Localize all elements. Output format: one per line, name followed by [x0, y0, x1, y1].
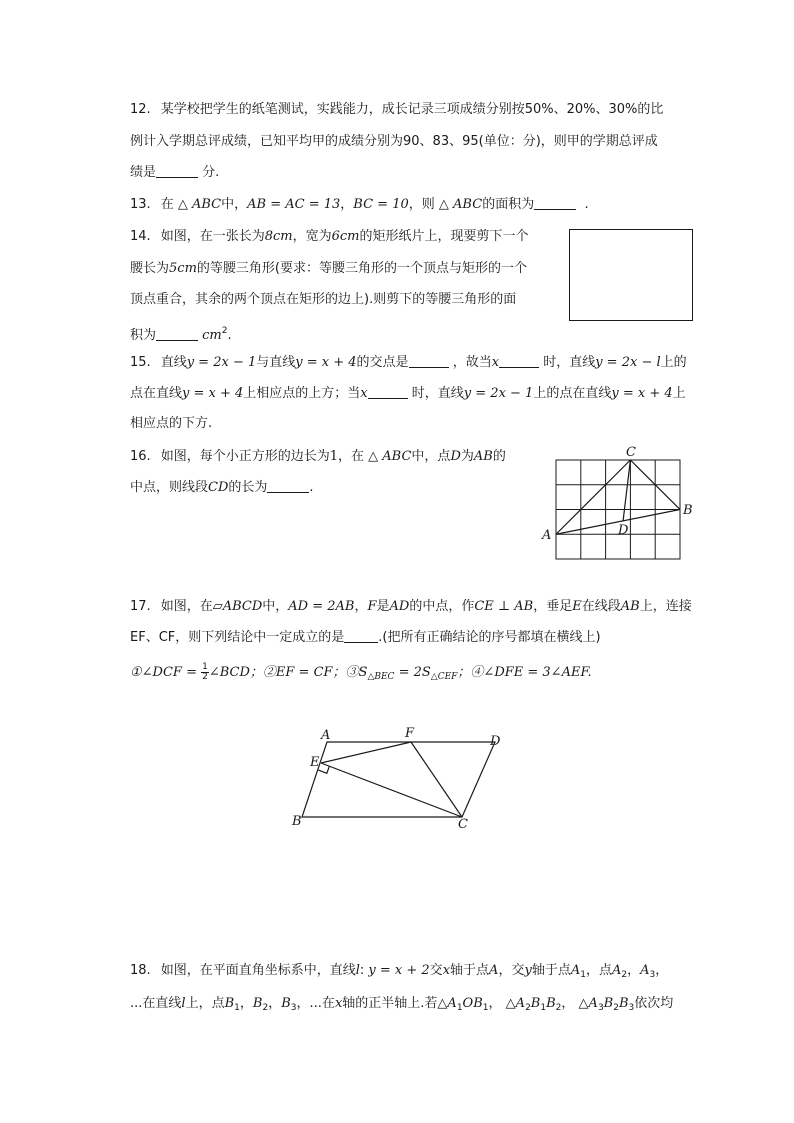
- q14-text-2a: 腰长为: [130, 261, 170, 276]
- q13-answer-blank[interactable]: [534, 195, 576, 210]
- fraction-numerator: 1: [202, 662, 208, 672]
- q14-leg: 5cm: [169, 261, 197, 276]
- q12-number: 12.: [130, 102, 151, 117]
- q13-number: 13.: [130, 197, 151, 212]
- q14-text-1c: 的矩形纸片上，现要剪下一个: [359, 229, 529, 244]
- sub-1: 1: [540, 1003, 547, 1013]
- q15-line2: [130, 384, 686, 404]
- q14-unit: cm: [202, 328, 222, 343]
- q14-answer-blank[interactable]: [156, 326, 198, 341]
- q17-text-a7: 在线段: [581, 599, 621, 614]
- q15-eq3: y = 2x − l: [595, 355, 661, 370]
- q17-stmt-3: = 2S: [394, 665, 431, 680]
- sub-3: 3: [290, 1003, 297, 1013]
- triangle-symbol: △: [438, 197, 449, 212]
- q18-l-2: l: [181, 996, 186, 1011]
- q18-x: x: [442, 963, 451, 978]
- q17-text-a1: 如图，在: [160, 599, 213, 614]
- q18-B1: B: [224, 996, 235, 1011]
- q15-answer-blank-3[interactable]: [368, 384, 408, 399]
- q18-A3: A: [640, 963, 650, 978]
- label-A: A: [542, 528, 552, 543]
- q17-answer-blank[interactable]: [344, 628, 378, 643]
- q17-sub-bec: △BEC: [367, 672, 395, 682]
- triangle-symbol: △: [177, 197, 188, 212]
- triangle-symbol: △: [368, 449, 379, 464]
- q18-text-b3c: ，: [296, 996, 310, 1011]
- q17-ab: AB: [620, 599, 640, 614]
- sub-3: 3: [628, 1003, 635, 1013]
- q18-number: 18.: [130, 963, 151, 978]
- q16-text-2c: .: [309, 480, 314, 495]
- triangle-symbol: △: [578, 996, 589, 1011]
- q15-x-2: x: [360, 386, 368, 401]
- sub-2: 2: [555, 1003, 562, 1013]
- q16-text-1c: 中，点: [411, 449, 451, 464]
- sub-2: 2: [613, 1003, 619, 1013]
- q16-text-2a: 中点，则线段: [130, 480, 209, 495]
- q14-line2: [130, 259, 527, 279]
- q16-abc: ABC: [382, 449, 412, 464]
- q18-t1-A: A: [447, 996, 457, 1011]
- q15-answer-blank-1[interactable]: [409, 353, 449, 368]
- q18-text-a4: 轴于点: [450, 963, 490, 978]
- q13-abc: ABC: [191, 197, 222, 212]
- parallelogram-ABCD: [302, 742, 495, 817]
- q18-text-b1: ...在直线: [130, 996, 182, 1011]
- q18-text-b3: ，: [239, 996, 253, 1011]
- q14-unit-exp: 2: [221, 326, 228, 336]
- q18-text-a5: ，交: [498, 963, 525, 978]
- q15-x: x: [491, 355, 500, 370]
- q18-text-a9: ，: [655, 963, 669, 978]
- q14-number: 14.: [130, 229, 151, 244]
- q17-text-a4: 是: [376, 599, 390, 614]
- q16-text-1d: 为: [460, 449, 474, 464]
- q16-text-1e: 的: [492, 449, 506, 464]
- q15-text-b4: 上的点在直线: [533, 386, 612, 401]
- q18-text-a3: 交: [429, 963, 443, 978]
- label-D: D: [618, 523, 629, 538]
- q16-text-2b: 的长为: [228, 480, 268, 495]
- label-B: B: [292, 814, 302, 829]
- q18-t2-B1: B: [530, 996, 541, 1011]
- q12-text-2: 例计入学期总评成绩，已知平均甲的成绩分别为90、83、95(单位：分)，则甲的学期总评成: [130, 134, 658, 149]
- label-F: F: [405, 726, 415, 741]
- q17-parallelogram-figure: [285, 722, 510, 832]
- q12-text-1: 某学校把学生的纸笔测试，实践能力，成长记录三项成绩分别按50%、20%、30%的比: [160, 102, 664, 117]
- q17-eq2: CE ⊥ AB: [474, 599, 534, 614]
- q15-eq1: y = 2x − 1: [186, 355, 257, 370]
- q16-one: 1: [329, 449, 338, 464]
- q17-e: E: [572, 599, 582, 614]
- q17-text-a2: 中，: [262, 599, 289, 614]
- q15-eq4: y = x + 4: [182, 386, 244, 401]
- q16-grid-figure: [540, 442, 693, 564]
- sub-1: 1: [482, 1003, 489, 1013]
- q14-line4: [130, 321, 232, 346]
- fraction-denominator: 2: [202, 672, 208, 682]
- q15-text-a3: 的交点是: [356, 355, 409, 370]
- q16-line1: [130, 447, 506, 467]
- q15-text-b3: 时，直线: [411, 386, 464, 401]
- q17-sub-cef: △CEF: [430, 672, 458, 682]
- q18-eq1: y = x + 2: [368, 963, 430, 978]
- q13-line: [130, 195, 589, 215]
- q15-text-a6: 上的: [660, 355, 687, 370]
- q18-A1: A: [570, 963, 581, 978]
- q17-text-a5: 的中点，作: [409, 599, 475, 614]
- q13-eq2: BC = 10: [353, 197, 409, 212]
- q15-text-a1: 直线: [160, 355, 187, 370]
- q17-line2: [130, 628, 601, 648]
- q12-answer-blank[interactable]: [156, 163, 198, 178]
- q17-text-b2: .(把所有正确结论的序号都填在横线上): [378, 630, 601, 645]
- q18-B3: B: [281, 996, 291, 1011]
- q15-eq5: y = 2x − 1: [463, 386, 534, 401]
- q14-text-4b: .: [227, 328, 232, 343]
- q12-text-3a: 绩是: [130, 165, 157, 180]
- q15-answer-blank-2[interactable]: [499, 353, 539, 368]
- q15-text-b1: 点在直线: [130, 386, 183, 401]
- q13-abc-2: ABC: [453, 197, 483, 212]
- q18-t1-B: B: [473, 996, 483, 1011]
- q17-stmt-4: ；④∠DFE = 3∠AEF.: [457, 665, 592, 680]
- q16-text-1a: 如图，每个小正方形的边长为: [160, 449, 330, 464]
- q18-B2: B: [252, 996, 263, 1011]
- q15-line3: [130, 414, 212, 434]
- q15-text-c1: 相应点的下方.: [130, 416, 213, 431]
- sub-1: 1: [456, 1003, 463, 1013]
- q18-t3-A: A: [588, 996, 598, 1011]
- q15-text-b5: 上: [672, 386, 686, 401]
- q15-number: 15.: [130, 355, 151, 370]
- triangle-symbol: △: [505, 996, 516, 1011]
- q18-A: A: [489, 963, 499, 978]
- q13-text-2: 中，: [221, 197, 248, 212]
- q18-text-b4: ...在: [309, 996, 335, 1011]
- label-B: B: [683, 503, 693, 518]
- q18-x-2: x: [334, 996, 343, 1011]
- q18-y: y: [524, 963, 532, 978]
- q18-comma-2: ，: [561, 996, 575, 1011]
- q14-line3: [130, 290, 516, 310]
- q18-A2: A: [611, 963, 622, 978]
- q13-text-3: ，则: [408, 197, 435, 212]
- q16-ab: AB: [473, 449, 493, 464]
- q15-text-a5: 时，直线: [543, 355, 596, 370]
- q13-text-5: .: [584, 197, 589, 212]
- sub-3: 3: [649, 970, 656, 980]
- q17-stmt-2: ∠BCD；②EF = CF；③S: [208, 665, 368, 680]
- q16-number: 16.: [130, 449, 151, 464]
- q18-text-a8: ，: [627, 963, 641, 978]
- q17-text-b1: EF、CF，则下列结论中一定成立的是: [130, 630, 345, 645]
- q17-f: F: [367, 599, 377, 614]
- q18-t3-B3: B: [618, 996, 629, 1011]
- segment-EC: [321, 763, 462, 817]
- segment-CD: [623, 460, 630, 522]
- q16-line2: [130, 478, 314, 498]
- q14-length: 8cm: [264, 229, 293, 244]
- q14-width: 6cm: [331, 229, 360, 244]
- q15-line1: [130, 353, 687, 373]
- q17-text-a8: 上，连接: [639, 599, 692, 614]
- q15-eq2: y = x + 4: [295, 355, 357, 370]
- sub-2: 2: [525, 1003, 531, 1013]
- sub-1: 1: [580, 970, 586, 980]
- q14-text-1b: ，宽为: [292, 229, 332, 244]
- q18-text-a2: :: [359, 963, 365, 978]
- q14-text-4a: 积为: [130, 328, 157, 343]
- q18-line1: [130, 961, 668, 985]
- q13-comma: ，: [340, 197, 354, 212]
- q17-abcd: ABCD: [222, 599, 263, 614]
- q18-line2: [130, 994, 673, 1018]
- q18-O: O: [462, 996, 474, 1011]
- q17-eq1: AD = 2AB: [288, 599, 355, 614]
- q18-text-b5: 轴的正半轴上.若: [342, 996, 438, 1011]
- q17-line1: [130, 597, 692, 617]
- q14-rectangle-figure: [569, 229, 693, 321]
- q18-t2-A: A: [515, 996, 526, 1011]
- q12-text-3b: 分.: [202, 165, 220, 180]
- q16-answer-blank[interactable]: [267, 478, 309, 493]
- q13-text-1: 在: [160, 197, 174, 212]
- q14-text-1a: 如图，在一张长为: [160, 229, 265, 244]
- q13-text-4: 的面积为: [482, 197, 535, 212]
- q18-t3-B2: B: [603, 996, 614, 1011]
- q16-text-1b: ，在: [337, 449, 364, 464]
- q14-text-3: 顶点重合，其余的两个顶点在矩形的边上).则剪下的等腰三角形的面: [130, 292, 517, 307]
- q18-text-a7: ，点: [585, 963, 612, 978]
- triangle-symbol: △: [437, 996, 448, 1011]
- q12-line3: [130, 163, 219, 183]
- q17-text-a3: ，: [354, 599, 368, 614]
- q17-stmt-1: ①∠DCF =: [130, 665, 197, 680]
- sub-1: 1: [234, 1003, 240, 1013]
- q17-ad: AD: [389, 599, 410, 614]
- q15-text-a4: ，故当: [452, 355, 492, 370]
- q13-eq1: AB = AC = 13: [247, 197, 341, 212]
- label-A: A: [321, 728, 331, 743]
- q15-eq6: y = x + 4: [611, 386, 673, 401]
- q16-d: D: [450, 449, 461, 464]
- q14-text-2b: 的等腰三角形(要求：等腰三角形的一个顶点与矩形的一个: [196, 261, 527, 276]
- q18-text-b6: 依次均: [634, 996, 674, 1011]
- label-E: E: [310, 755, 320, 770]
- q15-text-b2: 上相应点的上方；当: [243, 386, 361, 401]
- q18-t2-B2: B: [546, 996, 556, 1011]
- q17-line3: [130, 663, 592, 687]
- segment-FC: [411, 742, 462, 817]
- q18-text-b2: 上，点: [185, 996, 225, 1011]
- right-angle-mark: [319, 766, 330, 773]
- q12-line1: [130, 100, 663, 120]
- label-D: D: [490, 734, 501, 749]
- sub-3: 3: [597, 1003, 604, 1013]
- parallelogram-icon: ▱: [212, 599, 223, 614]
- q12-line2: [130, 132, 658, 152]
- sub-2: 2: [262, 1003, 269, 1013]
- q14-line1: [130, 227, 529, 247]
- q17-fraction: [201, 663, 209, 682]
- q18-text-a6: 轴于点: [531, 963, 571, 978]
- label-C: C: [458, 817, 468, 832]
- q18-comma: ，: [488, 996, 502, 1011]
- sub-2: 2: [621, 970, 628, 980]
- q18-l: l: [355, 963, 360, 978]
- label-C: C: [626, 445, 636, 460]
- q18-text-b3b: ，: [268, 996, 282, 1011]
- q17-number: 17.: [130, 599, 151, 614]
- q17-text-a6: ，垂足: [533, 599, 573, 614]
- q15-text-a2: 与直线: [256, 355, 296, 370]
- q18-text-a1: 如图，在平面直角坐标系中，直线: [160, 963, 356, 978]
- segment-EF: [321, 742, 411, 763]
- q16-cd: CD: [208, 480, 229, 495]
